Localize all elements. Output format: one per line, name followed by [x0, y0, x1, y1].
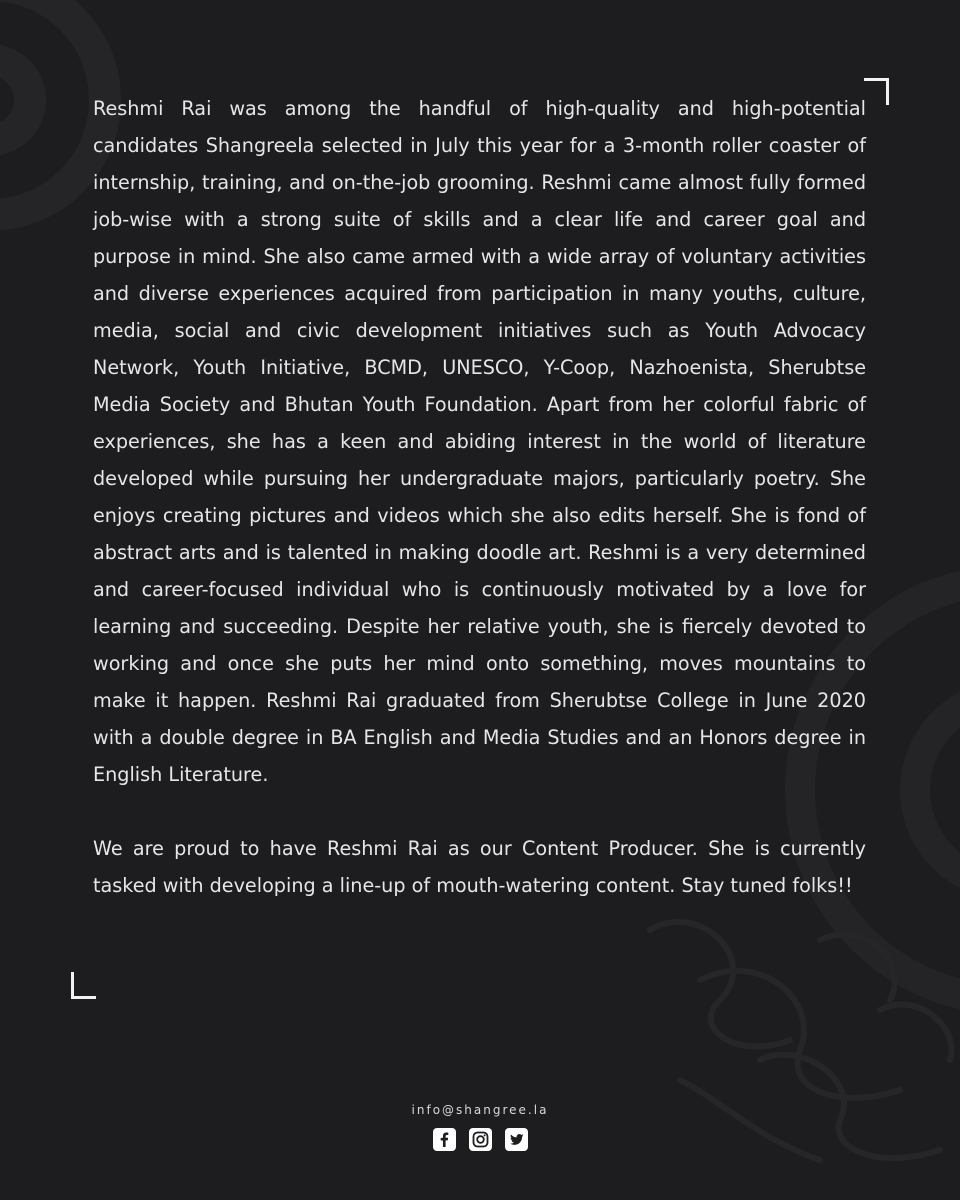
bottom-left-corner-bracket: [71, 972, 96, 999]
article-body: [93, 90, 866, 904]
footer: [0, 1101, 960, 1151]
article-paragraph: We are proud to have Reshmi Rai as our Content Producer. She is currently tasked with developing a line-up of mouth-watering content. Stay tuned folks!!: [93, 837, 866, 897]
facebook-icon[interactable]: [433, 1128, 456, 1151]
top-right-corner-bracket: [864, 78, 889, 105]
social-links: [0, 1128, 960, 1151]
instagram-icon[interactable]: [469, 1128, 492, 1151]
contact-email-link[interactable]: info@shangree.la: [411, 1103, 549, 1117]
article-paragraph: Reshmi Rai was among the handful of high-quality and high-potential candidates Shangreela selected in July this year for a 3-month roller coaster of internship, training, and on-the-job grooming. Reshmi came almost fully formed job-wise with a strong suite of skills and a clear life and career goal and purpose in mind. She also came armed with a wide array of voluntary activities and diverse experiences acquired from participation in many youths, culture, media, social and civic development initiatives such as Youth Advocacy Network, Youth Initiative, BCMD, UNESCO, Y-Coop, Nazhoenista, Sherubtse Media Society and Bhutan Youth Foundation. Apart from her colorful fabric of experiences, she has a keen and abiding interest in the world of literature developed while pursuing her undergraduate majors, particularly poetry. She enjoys creating pictures and videos which she also edits herself. She is fond of abstract arts and is talented in making doodle art. Reshmi is a very determined and career-focused individual who is continuously motivated by a love for learning and succeeding. Despite her relative youth, she is fiercely devoted to working and once she puts her mind onto something, moves mountains to make it happen. Reshmi Rai graduated from Sherubtse College in June 2020 with a double degree in BA English and Media Studies and an Honors degree in English Literature.: [93, 97, 866, 786]
twitter-icon[interactable]: [505, 1128, 528, 1151]
